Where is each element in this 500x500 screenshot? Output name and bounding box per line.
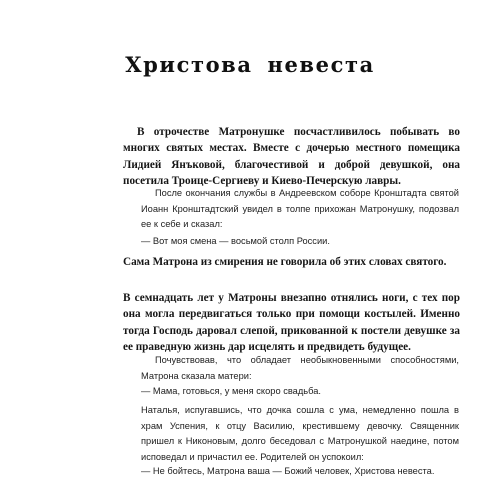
- quote-kronstadt: После окончания службы в Андреевском соборе Кронштадта святой Иоанн Кронштадтский увидел в толпе прихожан Матронушку, подозвал ее к себе и сказал:: [141, 188, 459, 230]
- quote-wedding: — Мама, готовься, у меня скоро свадьба.: [141, 386, 321, 396]
- chapter-title: Христова невеста: [125, 52, 375, 77]
- quote-bride-of-christ: — Не бойтесь, Матрона ваша — Божий человек, Христова невеста.: [141, 466, 435, 476]
- paragraph-humility: Сама Матрона из смирения не говорила об этих словах святого.: [123, 256, 447, 268]
- paragraph-pilgrimage: В отрочестве Матронушке посчастливилось побывать во многих святых местах. Вместе с дочерью местного помещика Лидией Янъковой, благочестивой и доброй девушкой, она посетила Троице-Сергиеву и Киево-Печерскую лавры.: [123, 126, 460, 188]
- quote-priest-visit: Наталья, испугавшись, что дочка сошла с ума, немедленно пошла в храм Успения, к отцу Василию, крестившему девочку. Священник пришел к Никоновым, долго беседовал с Матронушкой наедине, потом исповедал и причастил ее. Родителей он успокоил:: [141, 405, 459, 462]
- quote-abilities: Почувствовав, что обладает необыкновенными способностями, Матрона сказала матери:: [141, 355, 459, 381]
- paragraph-illness: В семнадцать лет у Матроны внезапно отнялись ноги, с тех пор она могла передвигаться только при помощи костылей. Именно тогда Господь даровал слепой, прикованной к постели девушке за ее праведную жизнь дар исцелять и предвидеть будущее.: [123, 292, 460, 354]
- quote-kronstadt-words: — Вот моя смена — восьмой столп России.: [141, 236, 330, 246]
